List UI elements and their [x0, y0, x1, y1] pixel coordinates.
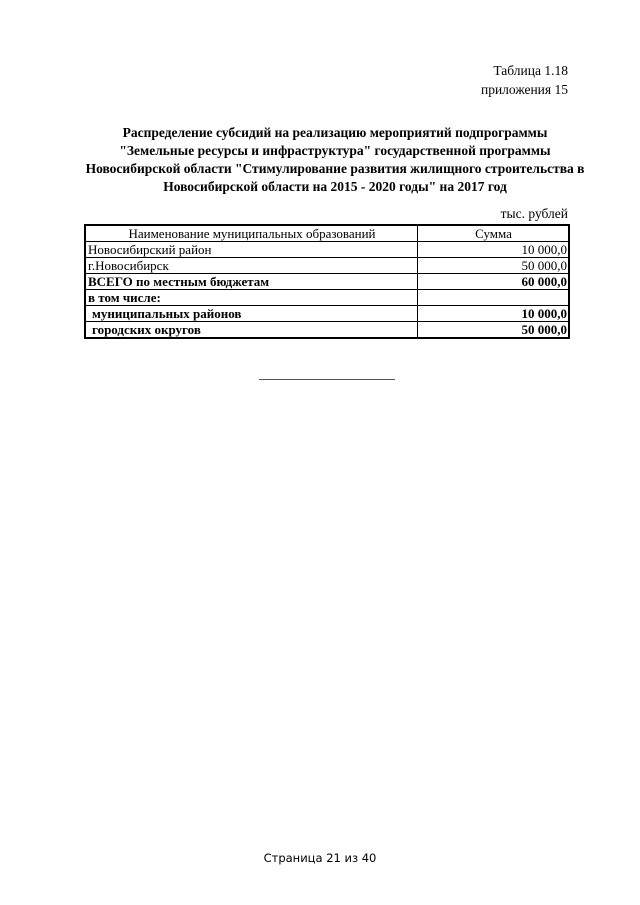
row-sum: [418, 290, 570, 306]
row-name: г.Новосибирск: [85, 258, 418, 274]
separator-line: [259, 379, 395, 380]
subsidy-table: [84, 224, 570, 339]
table-total-row: [85, 274, 569, 290]
row-name: муниципальных районов: [85, 306, 418, 322]
row-sum: 50 000,0: [418, 322, 570, 339]
table-row: [85, 290, 569, 306]
table-reference: [481, 61, 568, 99]
table-row: [85, 242, 569, 258]
title-line: Распределение субсидий на реализацию мероприятий подпрограммы: [122, 125, 548, 140]
title-line: Новосибирской области на 2015 - 2020 годы" на 2017 год: [163, 179, 507, 194]
table-row: [85, 306, 569, 322]
table-header-row: [85, 225, 569, 242]
document-title: [70, 124, 600, 196]
row-sum: 60 000,0: [418, 274, 570, 290]
header-sum: Сумма: [418, 225, 570, 242]
row-name: Новосибирский район: [85, 242, 418, 258]
units-label: тыс. рублей: [500, 206, 568, 221]
table-row: [85, 322, 569, 339]
row-sum: 10 000,0: [418, 306, 570, 322]
row-sum: 50 000,0: [418, 258, 570, 274]
table-row: [85, 258, 569, 274]
page-number: Страница 21 из 40: [263, 851, 377, 865]
title-line: Новосибирской области "Стимулирование развития жилищного строительства в: [85, 161, 585, 176]
header-name: Наименование муниципальных образований: [85, 225, 418, 242]
row-sum: 10 000,0: [418, 242, 570, 258]
appendix-number: приложения 15: [480, 82, 568, 97]
row-name: ВСЕГО по местным бюджетам: [85, 274, 418, 290]
title-line: "Земельные ресурсы и инфраструктура" государственной программы: [119, 143, 551, 158]
row-name: в том числе:: [85, 290, 418, 306]
table-number: Таблица 1.18: [493, 63, 568, 78]
row-name: городских округов: [85, 322, 418, 339]
